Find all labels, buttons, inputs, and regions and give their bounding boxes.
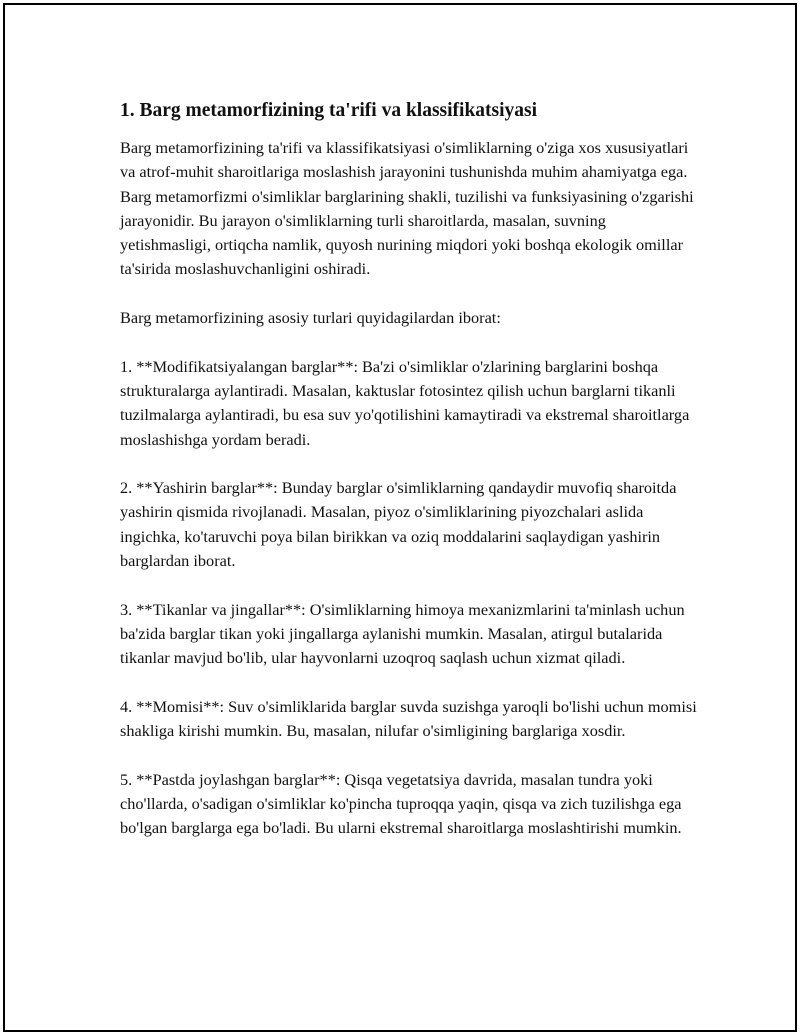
list-item-thorns-tendrils: 3. **Tikanlar va jingallar**: O'simliklarning himoya mexanizmlarini ta'minlash uchun ba'zida barglar tikan yoki jingallarga aylanishi mumkin. Masalan, atirgul butalarida tikanlar mavjud bo'lib, ular hayvonlarni uzoqroq saqlash uchun xizmat qiladi. [120,599,685,668]
document-page [3,3,797,1032]
list-item-low-leaves: 5. **Pastda joylashgan barglar**: Qisqa vegetatsiya davrida, masalan tundra yoki cho'llarda, o'sadigan o'simliklar ko'pincha tuproqqa yaqin, qisqa va zich tuzilishga ega bo'lgan barglarga ega bo'ladi. Bu ularni ekstremal sharoitlarga moslashtirishi mumkin. [120,769,682,838]
types-intro-paragraph: Barg metamorfizining asosiy turlari quyidagilardan iborat: [120,308,501,328]
intro-paragraph: Barg metamorfizining ta'rifi va klassifikatsiyasi o'simliklarning o'ziga xos xususiyatlari va atrof-muhit sharoitlariga moslashish jarayonini tushunishda muhim ahamiyatga ega. Barg metamorfizmi o'simliklar barglarining shakli, tuzilishi va funksiyasining o'zgarishi jarayonidir. Bu jarayon o'simliklarning turli sharoitlarda, masalan, suvning yetishmasligi, ortiqcha namlik, quyosh nurining miqdori yoki boshqa ekologik omillar ta'sirida moslashuvchanligini oshiradi. [120,138,694,279]
section-title: 1. Barg metamorfizining ta'rifi va klassifikatsiyasi [120,100,538,121]
list-item-momisi: 4. **Momisi**: Suv o'simliklarida barglar suvda suzishga yaroqli bo'lishi uchun momisi shakliga kirishi mumkin. Bu, masalan, nilufar o'simligining barglariga xosdir. [120,696,697,741]
list-item-modified-leaves: 1. **Modifikatsiyalangan barglar**: Ba'zi o'simliklar o'zlarining barglarini boshqa strukturalarga aylantiradi. Masalan, kaktuslar fotosintez qilish uchun barglarni tikanli tuzilmalarga aylantiradi, bu esa suv yo'qotilishini kamaytiradi va ekstremal sharoitlarga moslashishga yordam beradi. [120,356,690,449]
list-item-hidden-leaves: 2. **Yashirin barglar**: Bunday barglar o'simliklarning qandaydir muvofiq sharoitda yashirin qismida rivojlanadi. Masalan, piyoz o'simliklarining piyozchalari aslida ingichka, ko'taruvchi poya bilan birikkan va oziq moddalarini saqlaydigan yashirin barglardan iborat. [120,478,677,571]
document-body [120,97,700,841]
